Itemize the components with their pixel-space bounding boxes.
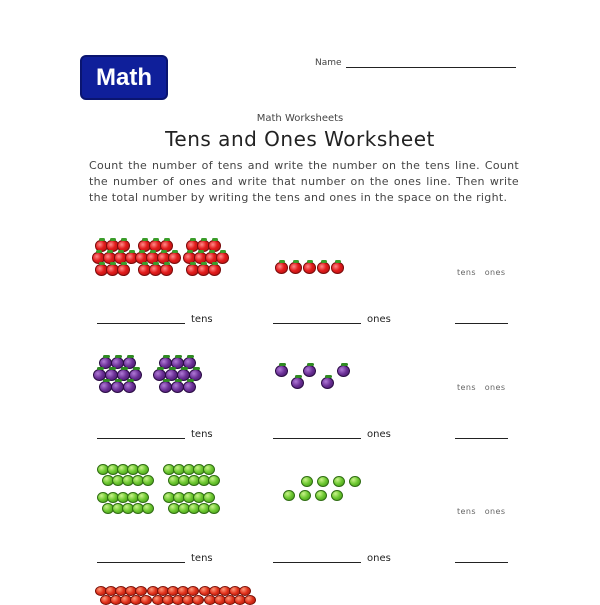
total-answer-line[interactable] bbox=[455, 438, 508, 439]
blackberry-icon bbox=[183, 381, 196, 393]
pea-icon bbox=[349, 476, 361, 487]
strawberry-icon bbox=[160, 264, 173, 276]
strawberry-icon bbox=[317, 262, 330, 274]
tens-answer-line[interactable] bbox=[97, 438, 185, 439]
strawberry-icon bbox=[289, 262, 302, 274]
pea-icon bbox=[301, 476, 313, 487]
pea-icon bbox=[317, 476, 329, 487]
pea-icon bbox=[283, 490, 295, 501]
ones-label: ones bbox=[367, 429, 391, 440]
total-answer-line[interactable] bbox=[455, 562, 508, 563]
hint-ones: ones bbox=[484, 507, 506, 516]
strawberry-icon bbox=[303, 262, 316, 274]
pea-icon bbox=[208, 503, 220, 514]
blackberry-icon bbox=[337, 365, 350, 377]
blackberry-icon bbox=[303, 365, 316, 377]
tomato-icon bbox=[244, 595, 256, 605]
ones-answer-line[interactable] bbox=[273, 323, 361, 324]
tomato-icon bbox=[192, 595, 204, 605]
pea-icon bbox=[333, 476, 345, 487]
pea-icon bbox=[142, 503, 154, 514]
pea-icon bbox=[137, 492, 149, 503]
tens-answer-line[interactable] bbox=[97, 562, 185, 563]
blackberry-icon bbox=[291, 377, 304, 389]
strawberry-icon bbox=[216, 252, 229, 264]
instructions-text: Count the number of tens and write the number on the tens line. Count the number of ones and write that number on the ones line. Then write the total number by writing the tens and ones in the space on the right. bbox=[89, 159, 519, 204]
pea-icon bbox=[203, 464, 215, 475]
total-hint bbox=[457, 507, 505, 516]
total-hint bbox=[457, 268, 505, 277]
pea-icon bbox=[331, 490, 343, 501]
blackberry-icon bbox=[321, 377, 334, 389]
blackberry-icon bbox=[123, 381, 136, 393]
hint-tens: tens bbox=[457, 507, 476, 516]
pea-icon bbox=[208, 475, 220, 486]
tens-label: tens bbox=[191, 429, 213, 440]
strawberry-icon bbox=[208, 264, 221, 276]
total-answer-line[interactable] bbox=[455, 323, 508, 324]
strawberry-icon bbox=[168, 252, 181, 264]
ones-label: ones bbox=[367, 553, 391, 564]
tens-answer-line[interactable] bbox=[97, 323, 185, 324]
pea-icon bbox=[142, 475, 154, 486]
hint-ones: ones bbox=[484, 383, 506, 392]
pea-icon bbox=[299, 490, 311, 501]
blackberry-icon bbox=[275, 365, 288, 377]
tens-label: tens bbox=[191, 314, 213, 325]
total-hint bbox=[457, 383, 505, 392]
tens-label: tens bbox=[191, 553, 213, 564]
ones-answer-line[interactable] bbox=[273, 438, 361, 439]
strawberry-icon bbox=[117, 264, 130, 276]
name-label: Name bbox=[315, 58, 342, 68]
tomato-icon bbox=[140, 595, 152, 605]
strawberry-icon bbox=[331, 262, 344, 274]
pea-icon bbox=[137, 464, 149, 475]
worksheet-category: Math Worksheets bbox=[256, 113, 344, 124]
hint-tens: tens bbox=[457, 268, 476, 277]
hint-ones: ones bbox=[484, 268, 506, 277]
ones-label: ones bbox=[367, 314, 391, 325]
pea-icon bbox=[203, 492, 215, 503]
hint-tens: tens bbox=[457, 383, 476, 392]
logo-label: Math bbox=[96, 63, 152, 91]
pea-icon bbox=[315, 490, 327, 501]
strawberry-icon bbox=[275, 262, 288, 274]
worksheet-title: Tens and Ones Worksheet bbox=[165, 127, 435, 151]
ones-answer-line[interactable] bbox=[273, 562, 361, 563]
